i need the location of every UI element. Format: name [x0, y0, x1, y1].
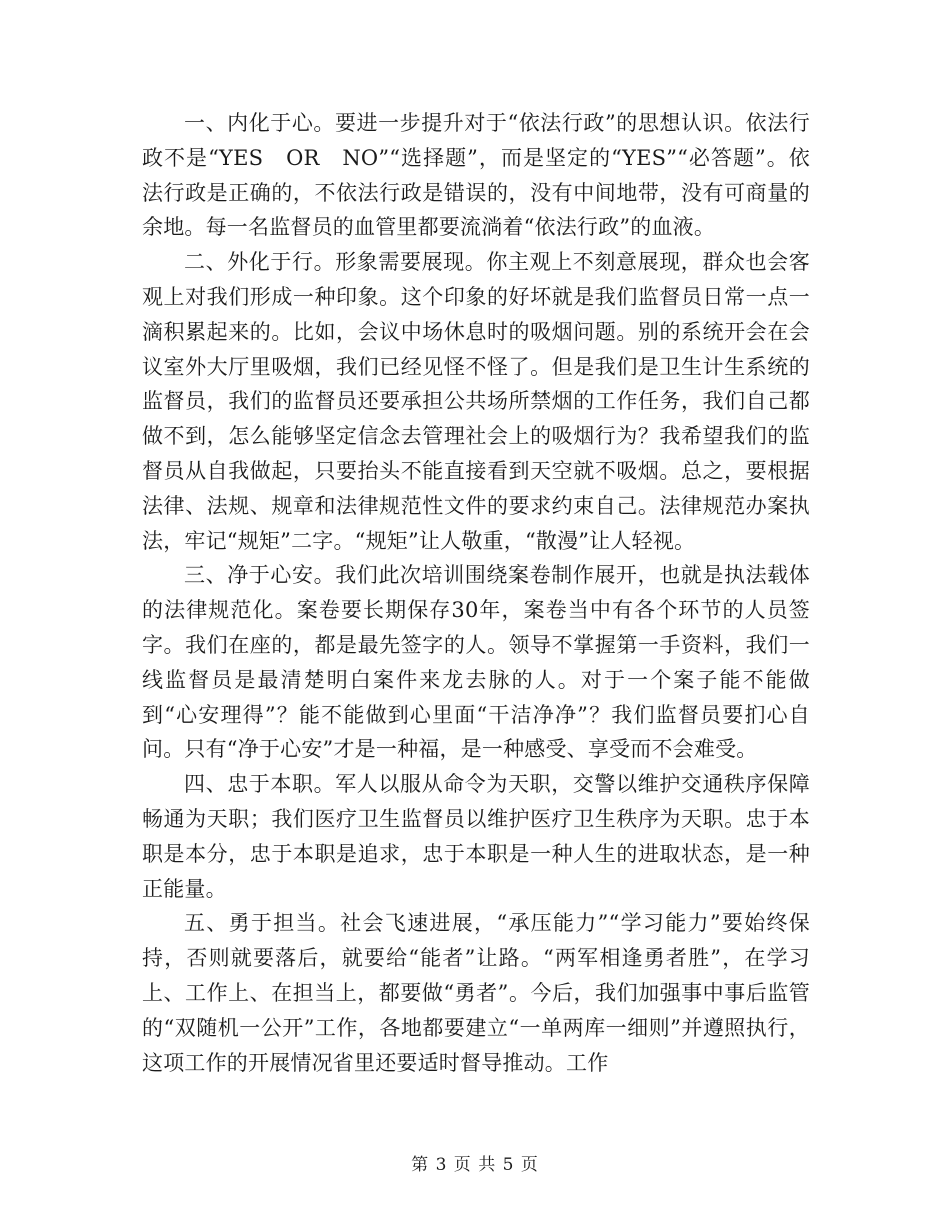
paragraph-loyal-duty: 四、忠于本职。军人以服从命令为天职，交警以维护交通秩序保障畅通为天职；我们医疗卫生监督员以维护医疗卫生秩序为天职。忠于本职是本分，忠于本职是追求，忠于本职是一种人生的进取状态，是一种正能量。 [142, 772, 810, 901]
paragraph-take-responsibility: 五、勇于担当。社会飞速进展，“承压能力”“学习能力”要始终保持，否则就要落后，就要给“能者”让路。“两军相逢勇者胜”，在学习上、工作上、在担当上，都要做“勇者”。今后，我们加强事中事后监管的“双随机一公开”工作，各地都要建立“一单两库一细则”并遵照执行，这项工作的开展情况省里还要适时督导推动。工作 [142, 911, 810, 1075]
paragraph-externalize: 二、外化于行。形象需要展现。你主观上不刻意展现，群众也会客观上对我们形成一种印象。这个印象的好坏就是我们监督员日常一点一滴积累起来的。比如，会议中场休息时的吸烟问题。别的系统开会在会议室外大厅里吸烟，我们已经见怪不怪了。但是我们是卫生计生系统的监督员，我们的监督员还要承担公共场所禁烟的工作任务，我们自己都做不到，怎么能够坚定信念去管理社会上的吸烟行为？我希望我们的监督员从自我做起，只要抬头不能直接看到天空就不吸烟。总之，要根据法律、法规、规章和法律规范性文件的要求约束自己。法律规范办案执法，牢记“规矩”二字。“规矩”让人敬重，“散漫”让人轻视。 [142, 250, 810, 553]
page-number-footer: 第 3 页 共 5 页 [411, 1155, 539, 1175]
paragraph-clean-conscience: 三、净于心安。我们此次培训围绕案卷制作展开，也就是执法载体的法律规范化。案卷要长期保存30年，案卷当中有各个环节的人员签字。我们在座的，都是最先签字的人。领导不掌握第一手资料，我们一线监督员是最清楚明白案件来龙去脉的人。对于一个案子能不能做到“心安理得”？能不能做到心里面“干洁净净”？我们监督员要扪心自问。只有“净于心安”才是一种福，是一种感受、享受而不会难受。 [142, 563, 810, 762]
document-body [142, 106, 810, 1080]
paragraph-internalize: 一、内化于心。要进一步提升对于“依法行政”的思想认识。依法行政不是“YES OR NO”“选择题”，而是坚定的“YES”“必答题”。依法行政是正确的，不依法行政是错误的，没有中间地带，没有可商量的余地。每一名监督员的血管里都要流淌着“依法行政”的血液。 [142, 111, 810, 240]
